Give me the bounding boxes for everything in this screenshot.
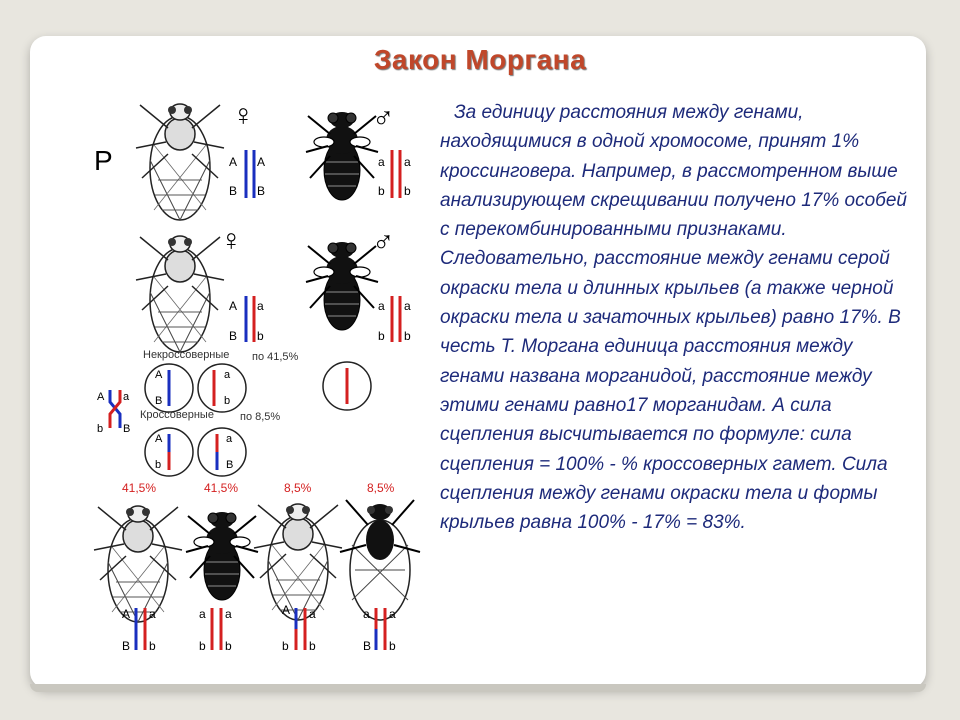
allele-label: a xyxy=(378,155,385,169)
allele-label: a xyxy=(123,391,130,403)
female-fly-grey-long-wings xyxy=(136,104,224,220)
allele-label: b xyxy=(149,639,156,653)
crossover-label: Кроссоверные xyxy=(140,409,214,421)
allele-label: B xyxy=(122,639,131,653)
noncrossover-label: Некроссоверные xyxy=(143,349,230,361)
slide-body-text: За единицу расстояния между генами, находящимися в одной хромосоме, принят 1% кроссинговера. Например, в рассмотренном выше анализирующем скрещивании получено 17% особей с перекомбинированными признаками. Следовательно, расстояние между генами серой окраски тела и длинных крыльев (а также черной окраски тела и зачаточных крыльев) равно 17%. В честь Т. Моргана единица расстояния между генами названа морганидой, расстояние между этими генами равно17 морганидам. А сила сцепления высчитывается по формуле: сила сцепления = 100% - % кроссоверных гамет. Сила сцепления между генами окраски тела и формы крыльев равна 100% - 17% = 83%. xyxy=(440,102,907,534)
allele-label: b xyxy=(404,184,411,198)
noncrossover-percent: по 41,5% xyxy=(252,351,299,363)
allele-label: B xyxy=(226,459,234,471)
offspring-percent: 8,5% xyxy=(367,481,395,495)
allele-label: b xyxy=(378,184,385,198)
offspring-grey-vestigial xyxy=(254,504,342,620)
female-symbol: ♀ xyxy=(232,99,255,132)
parent-generation-label: P xyxy=(94,145,113,176)
allele-label: a xyxy=(389,607,396,621)
allele-label: a xyxy=(224,369,231,381)
allele-label: b xyxy=(309,639,316,653)
allele-label: A xyxy=(282,603,291,617)
crossover-percent: по 8,5% xyxy=(240,411,281,423)
allele-label: A xyxy=(257,155,266,169)
gamete-ab xyxy=(198,364,246,412)
offspring-grey-long xyxy=(94,506,182,622)
allele-label: a xyxy=(378,299,385,313)
allele-label: A xyxy=(229,299,238,313)
allele-label: B xyxy=(229,329,238,343)
offspring-black-long xyxy=(340,500,420,620)
allele-label: a xyxy=(404,299,411,313)
allele-label: a xyxy=(225,607,232,621)
male-symbol: ♂ xyxy=(372,226,395,259)
allele-label: b xyxy=(97,423,104,435)
allele-label: B xyxy=(123,423,131,435)
allele-label: B xyxy=(155,395,163,407)
offspring-percent: 41,5% xyxy=(204,481,239,495)
allele-label: b xyxy=(389,639,396,653)
allele-label: b xyxy=(282,639,289,653)
offspring-black-vestigial xyxy=(186,512,258,600)
allele-label: b xyxy=(155,459,162,471)
female-symbol: ♀ xyxy=(220,224,243,257)
offspring-percent: 41,5% xyxy=(122,481,157,495)
allele-label: a xyxy=(149,607,156,621)
f1-male-fly xyxy=(306,242,378,330)
allele-label: B xyxy=(257,184,266,198)
allele-label: b xyxy=(257,329,264,343)
allele-label: a xyxy=(226,433,233,445)
male-fly-black-vestigial-wings xyxy=(306,112,378,200)
allele-label: b xyxy=(225,639,232,653)
allele-label: A xyxy=(122,607,131,621)
allele-label: b xyxy=(404,329,411,343)
male-symbol: ♂ xyxy=(372,102,395,135)
gamete-aB xyxy=(198,428,246,476)
allele-label: a xyxy=(257,299,264,313)
allele-label: A xyxy=(155,369,163,381)
allele-label: a xyxy=(363,607,370,621)
allele-label: a xyxy=(404,155,411,169)
allele-label: A xyxy=(155,433,163,445)
allele-label: a xyxy=(199,607,206,621)
allele-label: b xyxy=(378,329,385,343)
offspring-percent: 8,5% xyxy=(284,481,312,495)
allele-label: B xyxy=(229,184,238,198)
allele-label: b xyxy=(199,639,206,653)
f1-female-fly xyxy=(136,236,224,352)
allele-label: B xyxy=(363,639,372,653)
allele-label: A xyxy=(229,155,238,169)
allele-label: a xyxy=(309,607,316,621)
allele-label: b xyxy=(224,395,231,407)
slide-title: Закон Моргана xyxy=(373,44,587,75)
allele-label: A xyxy=(97,391,105,403)
